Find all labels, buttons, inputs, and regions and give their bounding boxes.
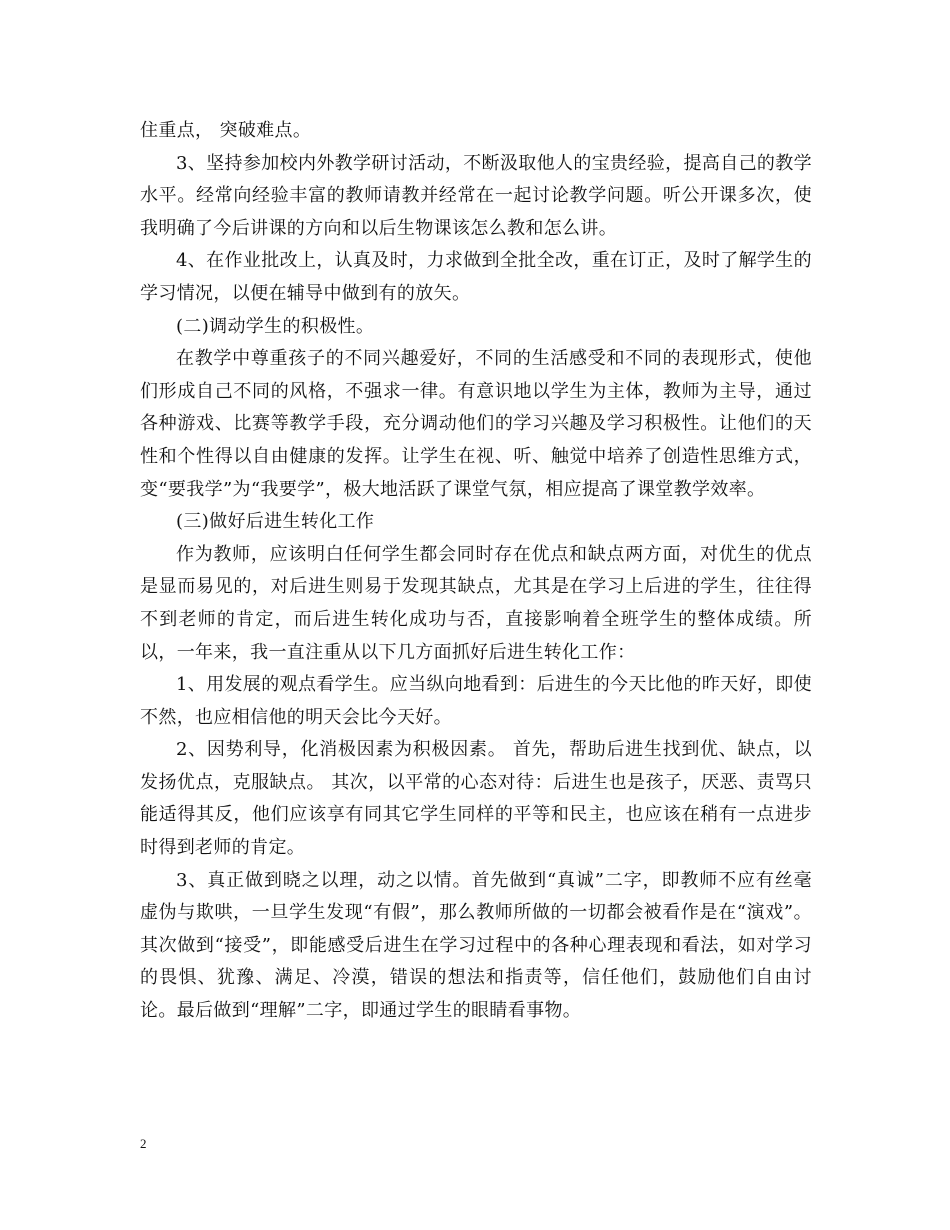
page-number: 2: [140, 1136, 147, 1151]
paragraph-continuation: 住重点， 突破难点。: [140, 120, 312, 141]
document-body: [140, 115, 812, 1028]
paragraph-underachievers-intro: 作为教师，应该明白任何学生都会同时存在优点和缺点两方面，对优生的优点是显而易见的，对后进生则易于发现其缺点，尤其是在学习上后进的学生，往往得不到老师的肯定，而后进生转化成功与否，直接影响着全班学生的整体成绩。所以，一年来，我一直注重从以下几方面抓好后进生转化工作：: [140, 543, 812, 663]
paragraph-item-4-homework: 4、在作业批改上，认真及时，力求做到全批全改，重在订正，及时了解学生的学习情况，以便在辅导中做到有的放矢。: [140, 250, 812, 304]
paragraph-motivation: 在教学中尊重孩子的不同兴趣爱好，不同的生活感受和不同的表现形式，使他们形成自己不同的风格，不强求一律。有意识地以学生为主体，教师为主导，通过各种游戏、比赛等教学手段，充分调动他们的学习兴趣及学习积极性。让他们的天性和个性得以自由健康的发挥。让学生在视、听、触觉中培养了创造性思维方式，变“要我学”为“我要学”，极大地活跃了课堂气氛，相应提高了课堂教学效率。: [140, 348, 812, 500]
paragraph-point-1: 1、用发展的观点看学生。应当纵向地看到：后进生的今天比他的昨天好，即使不然，也应相信他的明天会比今天好。: [140, 674, 812, 728]
paragraph-point-2: 2、因势利导，化消极因素为积极因素。 首先，帮助后进生找到优、缺点，以发扬优点，克服缺点。 其次，以平常的心态对待：后进生也是孩子，厌恶、责骂只能适得其反，他们应该享有同其它学生同样的平等和民主，也应该在稍有一点进步时得到老师的肯定。: [140, 739, 812, 859]
section-heading-underachievers: (三)做好后进生转化工作: [176, 511, 375, 533]
paragraph-point-3: 3、真正做到晓之以理，动之以情。首先做到“真诚”二字，即教师不应有丝毫虚伪与欺哄，一旦学生发现“有假”，那么教师所做的一切都会被看作是在“演戏”。其次做到“接受”，即能感受后进生在学习过程中的各种心理表现和看法，如对学习的畏惧、犹豫、满足、冷漠，错误的想法和指责等，信任他们，鼓励他们自由讨论。最后做到“理解”二字，即通过学生的眼睛看事物。: [140, 869, 812, 1022]
section-heading-motivation: (二)调动学生的积极性。: [176, 315, 375, 337]
paragraph-item-3-seminars: 3、坚持参加校内外教学研讨活动，不断汲取他人的宝贵经验，提高自己的教学水平。经常向经验丰富的教师请教并经常在一起讨论教学问题。听公开课多次，使我明确了今后讲课的方向和以后生物课该怎么教和怎么讲。: [140, 152, 812, 239]
